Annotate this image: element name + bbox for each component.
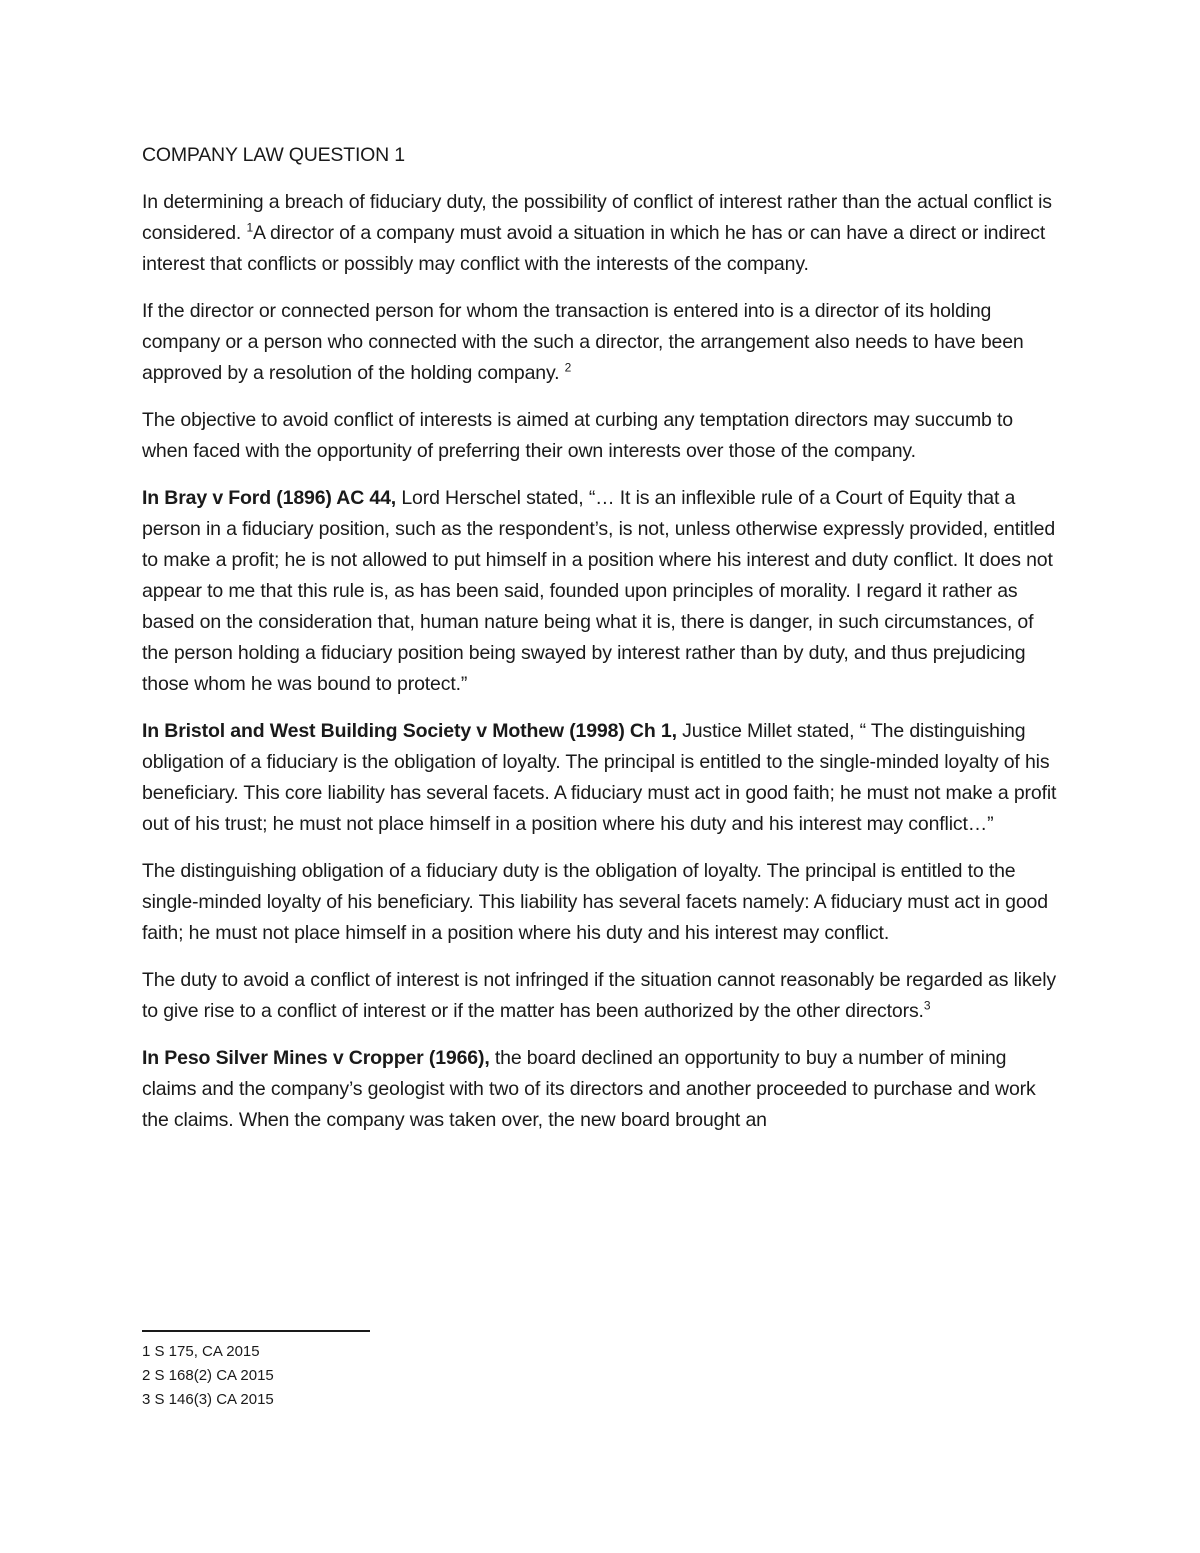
case-citation-bristol-v-mothew: In Bristol and West Building Society v Mothew (1998) Ch 1, [142,720,677,742]
footnotes-section [142,1330,642,1412]
paragraph-8-text: the board declined an opportunity to buy a number of mining claims and the company’s geologist with two of its directors and another proceeded to purchase and work the claims. When the company was taken over, the new board brought an [142,1047,1036,1131]
footnote-ref-2[interactable]: 2 [564,360,572,375]
paragraph-2 [142,296,1064,389]
paragraph-4-text: Lord Herschel stated, “… It is an inflexible rule of a Court of Equity that a person in a fiduciary position, such as the respondent’s, is not, unless otherwise expressly provided, entitled to make a profit; he is not allowed to put himself in a position where his interest and duty conflict. It does not appear to me that this rule is, as has been said, founded upon principles of morality. I regard it rather as based on the consideration that, human nature being what it is, there is danger, in such circumstances, of the person holding a fiduciary position being swayed by interest rather than by duty, and thus prejudicing those whom he was bound to protect.” [142,487,1056,695]
footnote-3: 3 S 146(3) CA 2015 [142,1391,274,1408]
paragraph-4 [142,483,1064,700]
case-citation-bray-v-ford: In Bray v Ford (1896) AC 44, [142,487,397,509]
paragraph-6-text: The distinguishing obligation of a fiduciary duty is the obligation of loyalty. The principal is entitled to the single-minded loyalty of his beneficiary. This liability has several facets namely: A fiduciary must act in good faith; he must not place himself in a position where his duty and his interest may conflict. [142,860,1048,944]
paragraph-6 [142,856,1064,949]
paragraph-1-text-b: A director of a company must avoid a situation in which he has or can have a direct or indirect interest that conflicts or possibly may conflict with the interests of the company. [142,222,1046,275]
paragraph-8 [142,1043,1064,1136]
footnote-2: 2 S 168(2) CA 2015 [142,1367,274,1384]
paragraph-2-text: If the director or connected person for whom the transaction is entered into is a director of its holding company or a person who connected with the such a director, the arrangement also needs to have been approved by a resolution of the holding company. [142,300,1024,384]
paragraph-5 [142,716,1064,840]
paragraph-1-text-a: In determining a breach of fiduciary duty, the possibility of conflict of interest rather than the actual conflict is considered. [142,191,1052,244]
case-citation-peso-v-cropper: In Peso Silver Mines v Cropper (1966), [142,1047,490,1069]
paragraph-7-text: The duty to avoid a conflict of interest is not infringed if the situation cannot reasonably be regarded as likely to give rise to a conflict of interest or if the matter has been authorized by the other directors. [142,969,1057,1022]
footnote-separator [142,1330,370,1332]
paragraph-3 [142,405,1064,467]
footnote-ref-1[interactable]: 1 [246,220,253,235]
paragraph-5-text: Justice Millet stated, “ The distinguishing obligation of a fiduciary is the obligation of loyalty. The principal is entitled to the single-minded loyalty of his beneficiary. This core liability has several facets. A fiduciary must act in good faith; he must not make a profit out of his trust; he must not place himself in a position where his duty and his interest may conflict…” [142,720,1057,835]
document-body [142,140,1064,1152]
footnote-1: 1 S 175, CA 2015 [142,1343,260,1360]
document-title: COMPANY LAW QUESTION 1 [142,144,405,166]
footnote-ref-3[interactable]: 3 [923,998,931,1013]
paragraph-3-text: The objective to avoid conflict of interests is aimed at curbing any temptation directors may succumb to when faced with the opportunity of preferring their own interests over those of the company. [142,409,1013,462]
paragraph-7 [142,965,1064,1027]
paragraph-1 [142,187,1064,280]
